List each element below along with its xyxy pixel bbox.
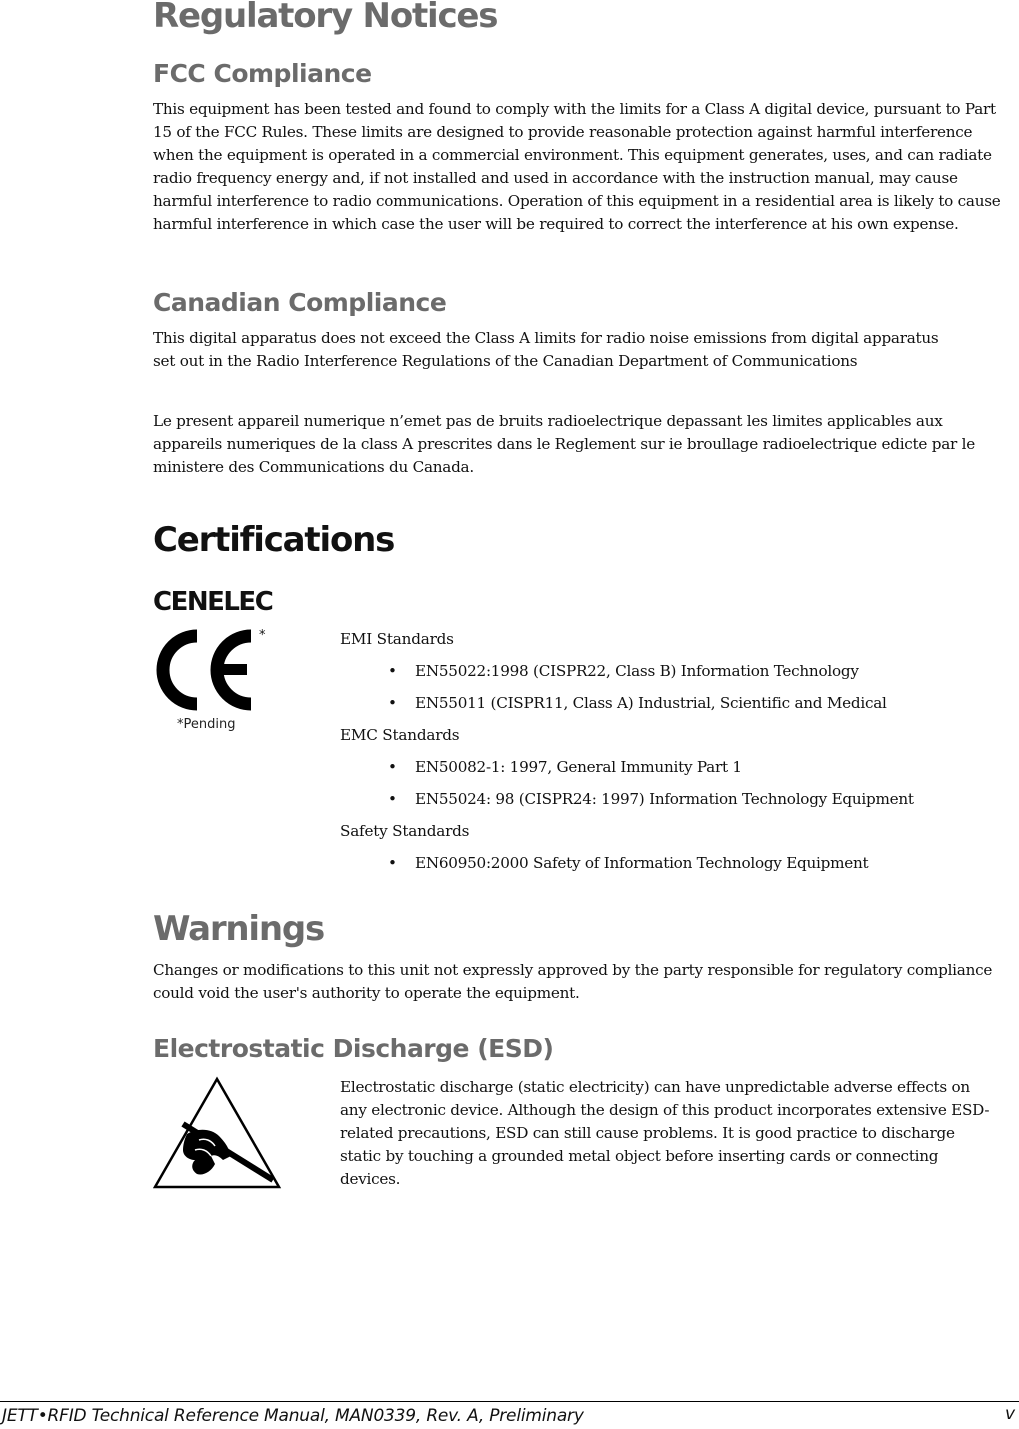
bullet: • bbox=[388, 694, 397, 712]
page-title: Regulatory Notices bbox=[153, 0, 498, 36]
list-item: • EN55011 (CISPR11, Class A) Industrial, Scientific and Medical bbox=[340, 692, 980, 724]
bullet: • bbox=[388, 758, 397, 776]
certifications-heading: Certifications bbox=[153, 520, 395, 560]
standards-list bbox=[340, 628, 980, 884]
fcc-paragraph: This equipment has been tested and found to comply with the limits for a Class A digital device, pursuant to Part 15 of the FCC Rules. These limits are designed to provide reasonable protection against harmful interference when the equipment is operated in a commercial environment. This equipment generates, uses, and can radiate radio frequency energy and, if not installed and used in accordance with the instruction manual, may cause harmful interference to radio communications. Operation of this equipment in a residential area is likely to cause harmful interference in which case the user will be required to correct the interference at his own expense. bbox=[153, 100, 1001, 233]
page-number: v bbox=[1004, 1404, 1015, 1424]
esd-paragraph: Electrostatic discharge (static electricity) can have unpredictable adverse effects on any electronic device. Although the design of this product incorporates extensive ESD-related precautions, ESD can still cause problems. It is good practice to discharge static by touching a grounded metal object before inserting cards or connecting devices. bbox=[340, 1078, 990, 1188]
cenelec-heading: CENELEC bbox=[153, 587, 273, 617]
ce-mark-asterisk: * bbox=[259, 628, 266, 643]
ce-mark-icon bbox=[153, 628, 263, 712]
fcc-heading: FCC Compliance bbox=[153, 59, 372, 88]
bullet: • bbox=[388, 662, 397, 680]
emi-standards-label: EMI Standards bbox=[340, 630, 454, 648]
list-item: • EN55022:1998 (CISPR22, Class B) Information Technology bbox=[340, 660, 980, 692]
canadian-heading: Canadian Compliance bbox=[153, 288, 447, 317]
esd-warning-icon bbox=[153, 1076, 283, 1190]
list-item: • EN60950:2000 Safety of Information Technology Equipment bbox=[340, 852, 980, 884]
emc-standards-label: EMC Standards bbox=[340, 726, 460, 744]
pending-label: *Pending bbox=[177, 717, 236, 732]
list-item: • EN55024: 98 (CISPR24: 1997) Information Technology Equipment bbox=[340, 788, 980, 820]
warnings-heading: Warnings bbox=[153, 909, 325, 949]
bullet: • bbox=[388, 790, 397, 808]
page-footer bbox=[0, 1401, 1019, 1429]
canadian-paragraph-en: This digital apparatus does not exceed the Class A limits for radio noise emissions from digital apparatus set out in the Radio Interference Regulations of the Canadian Department of Communications bbox=[153, 329, 939, 370]
list-item: • EN50082-1: 1997, General Immunity Part 1 bbox=[340, 756, 980, 788]
footer-text: JETT•RFID Technical Reference Manual, MAN0339, Rev. A, Preliminary bbox=[2, 1406, 584, 1426]
warnings-paragraph: Changes or modifications to this unit not expressly approved by the party responsible for regulatory compliance could void the user's authority to operate the equipment. bbox=[153, 961, 993, 1002]
bullet: • bbox=[388, 854, 397, 872]
ce-mark bbox=[153, 628, 283, 738]
esd-heading: Electrostatic Discharge (ESD) bbox=[153, 1034, 554, 1063]
safety-standards-label: Safety Standards bbox=[340, 822, 470, 840]
canadian-paragraph-fr: Le present appareil numerique n’emet pas de bruits radioelectrique depassant les limites applicables aux appareils numeriques de la class A prescrites dans le Reglement sur ie broullage radioelectrique edicte par le ministere des Communications du Canada. bbox=[153, 412, 975, 476]
